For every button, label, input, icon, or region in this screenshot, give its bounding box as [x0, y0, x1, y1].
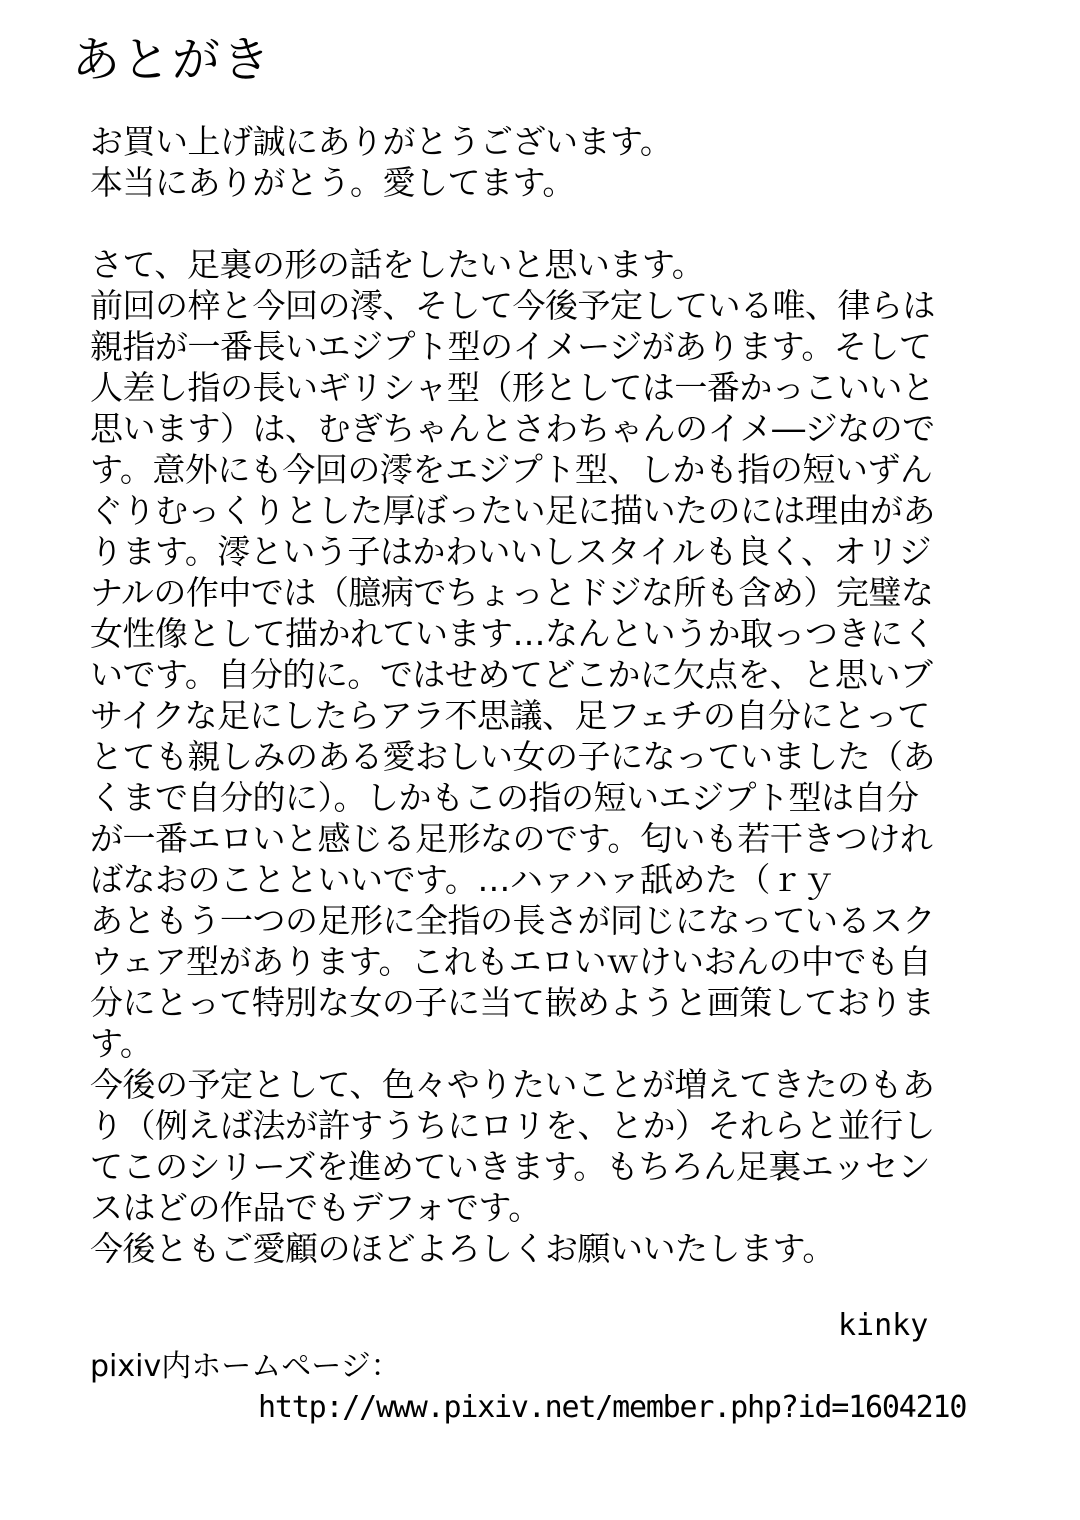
- author-signature: kinky: [838, 1308, 929, 1343]
- body-line: スはどの作品でもデフォです。: [90, 1188, 541, 1227]
- body-line: 前回の梓と今回の澪、そして今後予定している唯、律らは: [90, 286, 935, 325]
- body-line: くまで自分的に）。しかもこの指の短いエジプト型は自分: [90, 778, 919, 817]
- body-line: 本当にありがとう。愛してます。: [90, 163, 575, 202]
- body-line: 分にとって特別な女の子に当て嵌めようと画策しておりま: [90, 983, 935, 1022]
- body-line: ウェア型があります。これもエロいｗけいおんの中でも自: [90, 942, 932, 981]
- body-line: り（例えば法が許すうちにロリを、とか）それらと並行し: [90, 1106, 935, 1145]
- body-line: 女性像として描かれています…なんというか取っつきにく: [90, 614, 935, 653]
- page-title: あとがき: [72, 32, 273, 88]
- homepage-url: http://www.pixiv.net/member.php?id=1604210: [258, 1390, 967, 1425]
- body-line: 今後の予定として、色々やりたいことが増えてきたのもあ: [90, 1065, 935, 1104]
- homepage-label: pixiv内ホームページ：: [90, 1349, 401, 1384]
- body-line: ぐりむっくりとした厚ぼったい足に描いたのには理由があ: [90, 491, 935, 530]
- body-line: 今後ともご愛顧のほどよろしくお願いいたします。: [90, 1229, 835, 1268]
- body-line: サイクな足にしたらアラ不思議、足フェチの自分にとって: [90, 696, 930, 735]
- body-line: す。: [90, 1024, 153, 1063]
- body-line: が一番エロいと感じる足形なのです。匂いも若干きつけれ: [90, 819, 933, 858]
- body-line: ばなおのことといいです。…ハァハァ舐めた（ｒｙ: [90, 860, 835, 899]
- body-line: 親指が一番長いエジプト型のイメージがあります。そして: [90, 327, 932, 366]
- body-line: とても親しみのある愛おしい女の子になっていました（あ: [90, 737, 935, 776]
- body-line: いです。自分的に。ではせめてどこかに欠点を、と思いブ: [90, 655, 933, 694]
- body-line: 思います）は、むぎちゃんとさわちゃんのイメ―ジなので: [90, 409, 935, 448]
- body-line: あともう一つの足形に全指の長さが同じになっているスク: [90, 901, 935, 940]
- body-line: 人差し指の長いギリシャ型（形としては一番かっこいいと: [90, 368, 935, 407]
- body-line: す。意外にも今回の澪をエジプト型、しかも指の短いずん: [90, 450, 933, 489]
- body-line: さて、足裏の形の話をしたいと思います。: [90, 245, 705, 284]
- body-line: ります。澪という子はかわいいしスタイルも良く、オリジ: [90, 532, 932, 571]
- body-line: てこのシリーズを進めていきます。もちろん足裏エッセン: [90, 1147, 931, 1186]
- body-line: ナルの作中では（臆病でちょっとドジな所も含め）完璧な: [90, 573, 934, 612]
- body-line: お買い上げ誠にありがとうございます。: [90, 122, 673, 161]
